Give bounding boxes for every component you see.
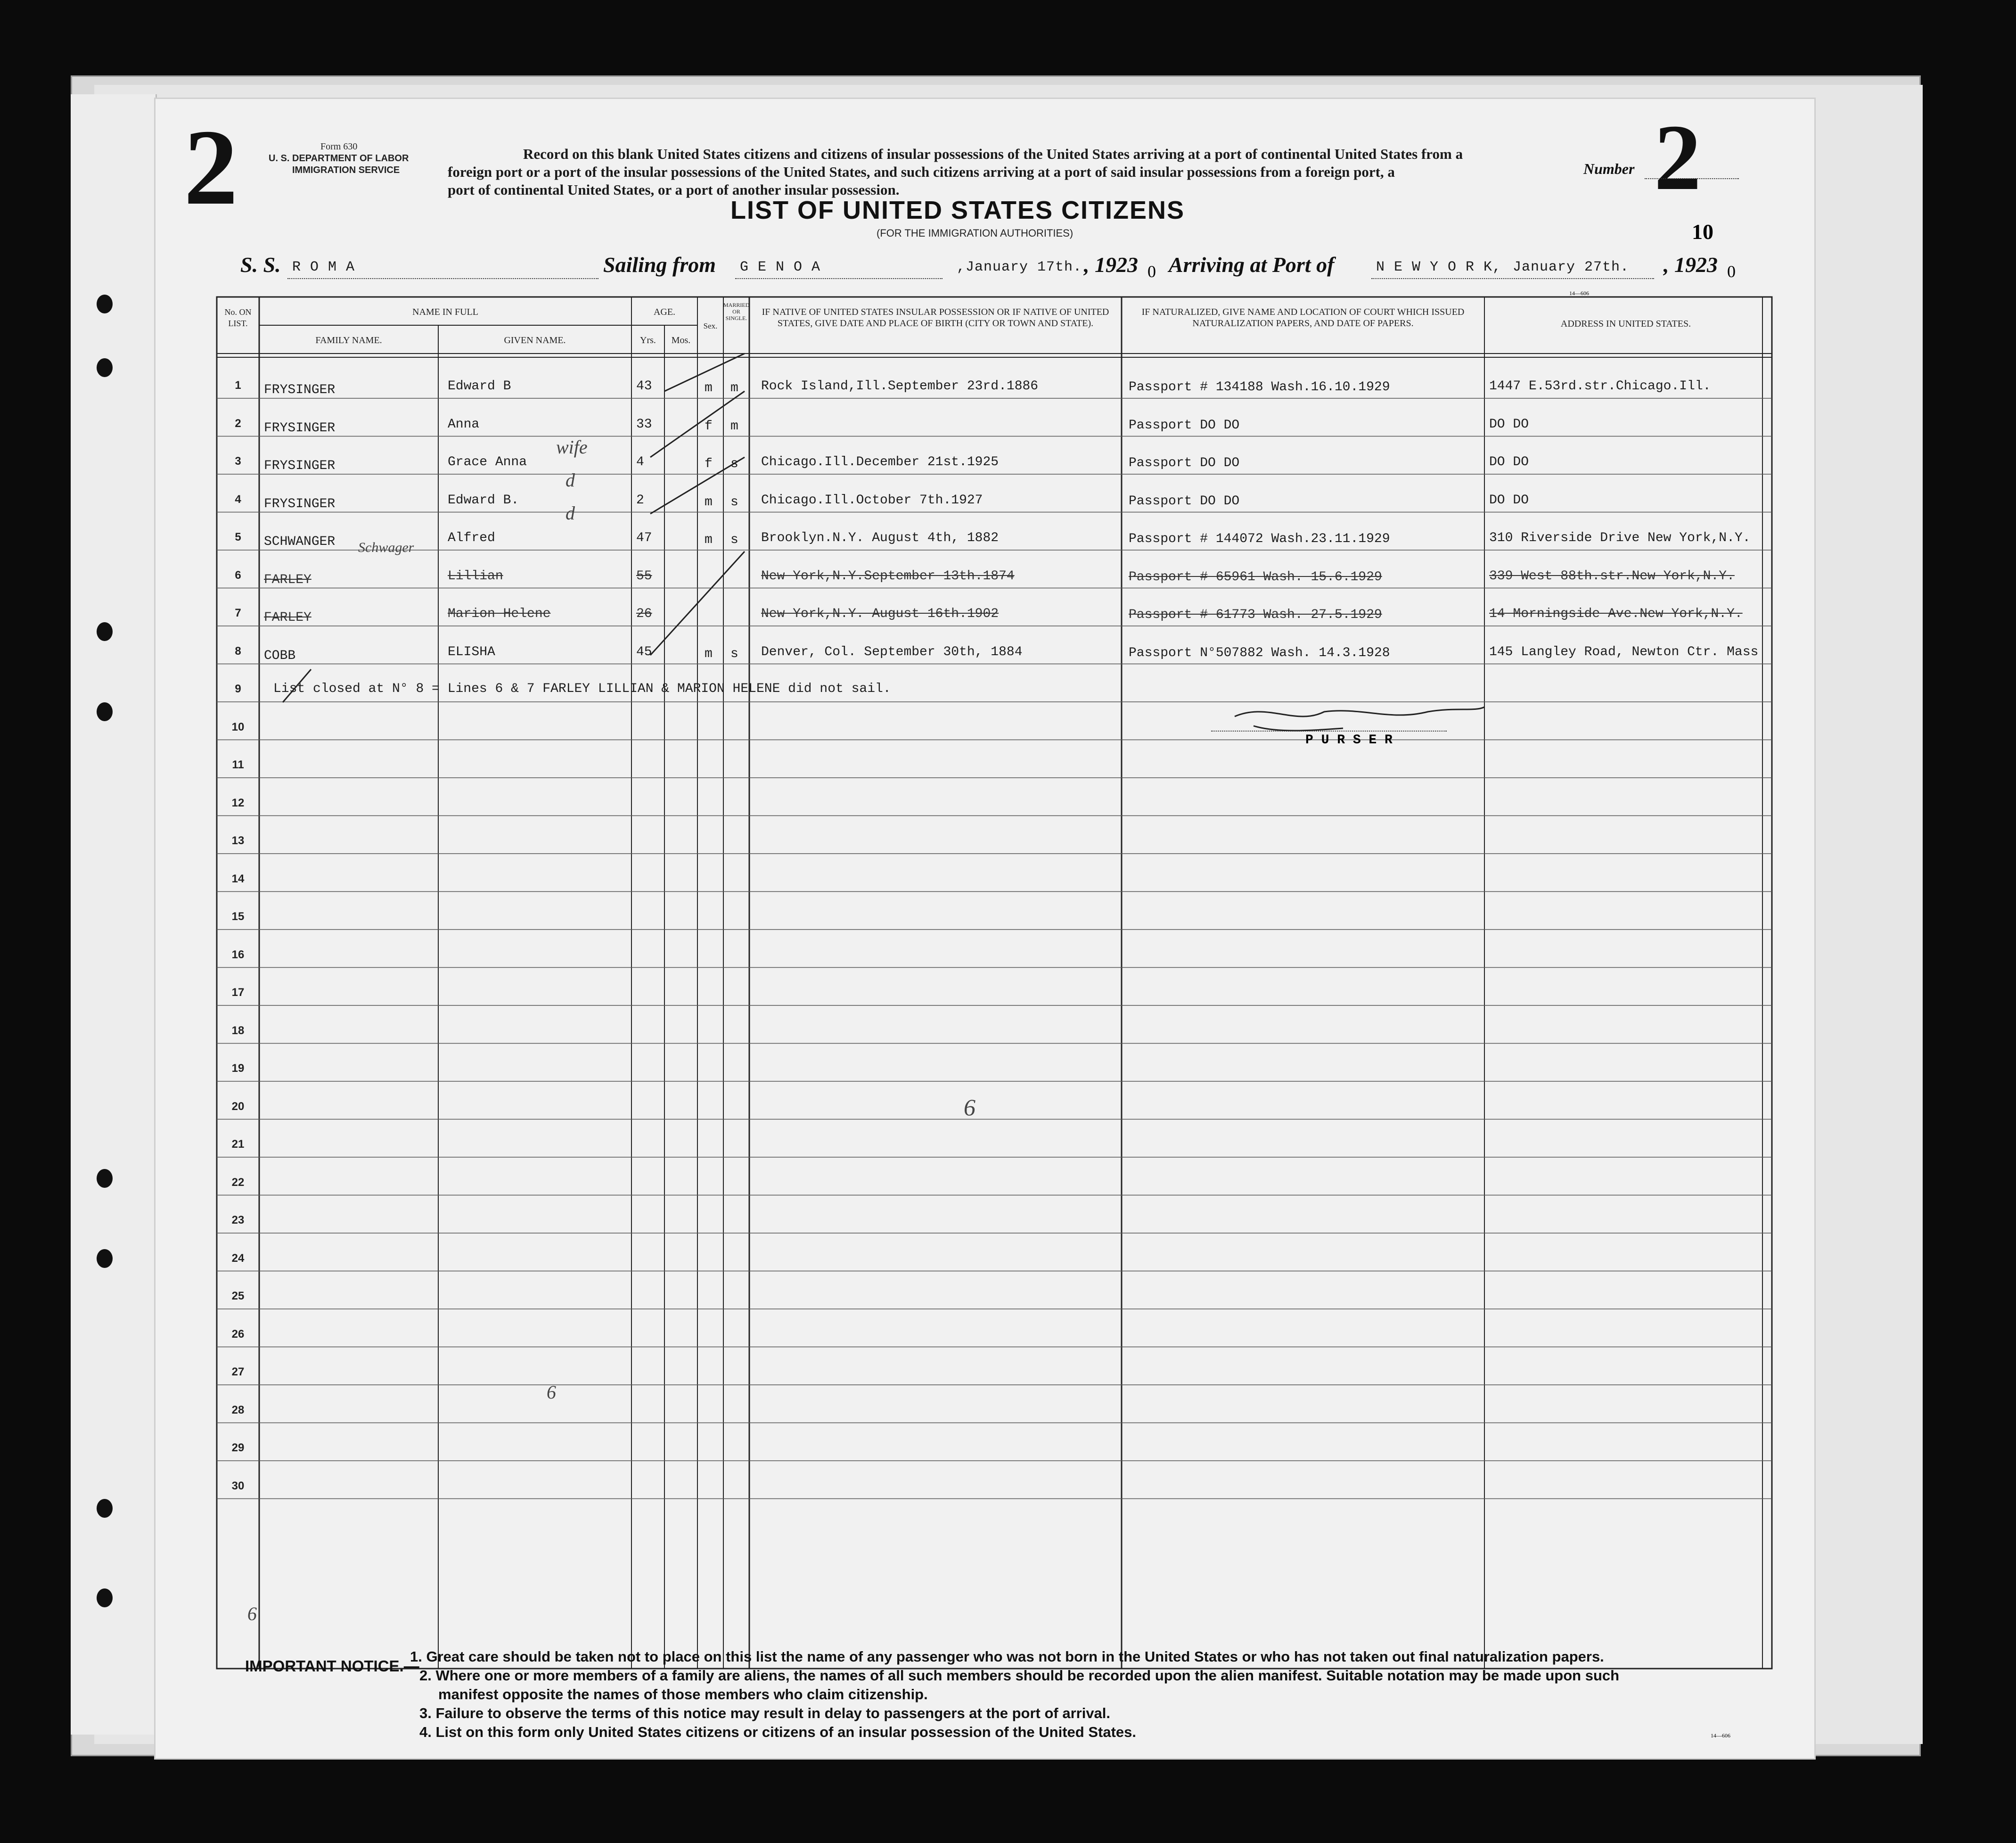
naturalization-cell: Passport # 134188 Wash.16.10.1929 <box>1129 380 1390 395</box>
ss-label: S. S. <box>240 253 281 277</box>
sex-cell: m <box>705 381 713 395</box>
row-number: 3 <box>235 455 241 468</box>
col-family-name: FAMILY NAME. <box>315 335 382 346</box>
birth-cell: New York,N.Y. August 16th.1902 <box>761 607 999 621</box>
record-line-2: foreign port or a port of the insular possessions of the United States, and such citizens arriving at a port of said insular possessions from a foreign port, a <box>448 164 1395 180</box>
age-years-cell: 33 <box>636 417 652 432</box>
row-number: 2 <box>235 417 241 430</box>
col-yrs: Yrs. <box>640 335 656 346</box>
col-sex: Sex. <box>703 321 718 330</box>
arriving-label: Arriving at Port of <box>1169 253 1335 277</box>
col-address: ADDRESS IN UNITED STATES. <box>1560 319 1691 329</box>
col-naturalized: IF NATURALIZED, GIVE NAME AND LOCATION OF COURT WHICH ISSUED NATURALIZATION PAPERS, AND DATE OF PAPERS. <box>1141 307 1465 329</box>
notice-list <box>410 1647 1805 1742</box>
sex-cell: f <box>705 419 713 434</box>
age-years-cell: 55 <box>636 568 652 584</box>
purser-line <box>1211 731 1447 732</box>
row-number: 14 <box>231 872 245 885</box>
notice-item-3: 3. Failure to observe the terms of this notice may result in delay to passengers at the port of arrival. <box>419 1705 1111 1721</box>
naturalization-cell: Passport # 65961 Wash. 15.6.1929 <box>1129 569 1382 584</box>
arrival-year-digit: 0 <box>1727 262 1736 281</box>
birth-cell: Chicago.Ill.December 21st.1925 <box>761 455 999 469</box>
birth-cell: Denver, Col. September 30th, 1884 <box>761 644 1023 659</box>
notice-item-1: 1. Great care should be taken not to place on this list the name of any passenger who was not born in the United States or who has not taken out final naturalization papers. <box>410 1648 1604 1665</box>
number-value: 2 <box>1654 106 1701 210</box>
naturalization-cell: Passport DO DO <box>1129 456 1240 470</box>
handwritten-six-center: 6 <box>964 1094 975 1120</box>
departure-port: G E N O A <box>740 259 821 275</box>
row-number: 23 <box>231 1214 245 1226</box>
row-number: 17 <box>231 986 245 999</box>
departure-year: , 1923 <box>1084 253 1138 277</box>
row-number: 22 <box>231 1176 245 1189</box>
notice-item-2: 2. Where one or more members of a family are aliens, the names of all such members should be recorded upon the alien manifest. Suitable notation may be made upon such <box>419 1667 1620 1684</box>
notice-item-4: 4. List on this form only United States citizens or citizens of an insular possession of the United States. <box>419 1724 1136 1740</box>
address-cell: DO DO <box>1489 455 1529 469</box>
arrival-date: January 27th. <box>1513 259 1630 275</box>
departure-year-digit: 0 <box>1147 262 1156 281</box>
row-number: 1 <box>235 379 241 392</box>
marital-status-cell: s <box>730 494 738 510</box>
address-cell: 145 Langley Road, Newton Ctr. Mass <box>1489 644 1759 659</box>
family-name-cell: FRYSINGER <box>264 459 336 473</box>
binding-margin <box>71 94 157 1735</box>
naturalization-cell: Passport N°507882 Wash. 14.3.1928 <box>1129 645 1390 660</box>
row-number: 18 <box>231 1024 245 1037</box>
row-number: 12 <box>231 796 245 809</box>
list-closed-note: List closed at N° 8 = Lines 6 & 7 FARLEY LILLIAN & MARION HELENE did not sail. <box>273 682 891 696</box>
age-years-cell: 45 <box>636 644 652 659</box>
row-number: 28 <box>231 1403 245 1416</box>
given-name-cell: Anna <box>448 417 480 432</box>
row-number: 24 <box>231 1251 245 1265</box>
birth-cell: Rock Island,Ill.September 23rd.1886 <box>761 379 1039 394</box>
binder-hole <box>97 702 113 721</box>
service-label: IMMIGRATION SERVICE <box>292 165 400 175</box>
row-number: 13 <box>231 834 245 847</box>
given-name-cell: Marion Helene <box>448 607 551 621</box>
address-cell: 310 Riverside Drive New York,N.Y. <box>1489 531 1751 545</box>
row-number: 10 <box>231 720 245 733</box>
printer-mark: 14—606 <box>1569 290 1589 296</box>
col-given-name: GIVEN NAME. <box>504 335 566 346</box>
address-cell: 339 West 88th.str.New York,N.Y. <box>1489 568 1735 584</box>
row-number: 15 <box>231 910 245 923</box>
sailing-label: Sailing from <box>603 253 716 277</box>
notice-heading: IMPORTANT NOTICE.— <box>245 1657 419 1675</box>
row-number: 25 <box>231 1290 245 1302</box>
family-name-cell: FARLEY <box>264 610 311 625</box>
sex-cell: m <box>705 533 713 547</box>
row-number: 20 <box>231 1100 245 1113</box>
age-years-cell: 4 <box>636 455 644 469</box>
family-name-cell: FRYSINGER <box>264 383 336 397</box>
sex-cell: f <box>705 457 713 471</box>
row-number: 11 <box>232 758 244 771</box>
corner-number: 2 <box>184 107 238 227</box>
given-name-cell: Alfred <box>448 531 495 545</box>
marital-status-cell: m <box>730 419 738 434</box>
handwritten-schwager: Schwager <box>358 540 414 555</box>
address-cell: DO DO <box>1489 493 1529 508</box>
marital-status-cell: s <box>730 533 738 547</box>
family-name-cell: SCHWANGER <box>264 535 336 549</box>
row-number: 26 <box>231 1327 245 1341</box>
handwritten-six-low: 6 <box>547 1382 556 1403</box>
col-birth: IF NATIVE OF UNITED STATES INSULAR POSSESSION OR IF NATIVE OF UNITED STATES, GIVE DATE AND PLACE OF BIRTH (CITY OR TOWN AND STATE). <box>762 307 1109 329</box>
row-number: 19 <box>231 1062 245 1075</box>
arrival-port: N E W Y O R K, <box>1376 259 1502 275</box>
address-cell: 14 Morningside Ave.New York,N.Y. <box>1489 607 1743 621</box>
given-name-cell: Lillian <box>448 568 503 584</box>
binder-hole <box>97 1249 113 1268</box>
naturalization-cell: Passport DO DO <box>1129 494 1240 509</box>
col-age: AGE. <box>653 307 676 317</box>
number-label: Number <box>1583 160 1635 177</box>
given-name-cell: Edward B <box>448 379 511 394</box>
manifest-grid <box>156 99 1814 1758</box>
age-years-cell: 43 <box>636 379 652 394</box>
row-number: 7 <box>235 607 241 619</box>
sheet-number: 10 <box>1692 220 1713 244</box>
department-label: U. S. DEPARTMENT OF LABOR <box>269 153 409 164</box>
family-name-cell: FRYSINGER <box>264 496 336 511</box>
address-cell: 1447 E.53rd.str.Chicago.Ill. <box>1489 379 1711 394</box>
row-number: 16 <box>231 948 245 961</box>
binder-hole <box>97 295 113 313</box>
arrival-year: , 1923 <box>1664 253 1718 277</box>
col-married: MARRIED OR SINGLE. <box>723 302 750 321</box>
age-years-cell: 2 <box>636 493 644 508</box>
marital-status-cell: s <box>730 457 738 471</box>
handwritten-d-2: d <box>565 502 575 524</box>
given-name-cell: Grace Anna <box>448 455 527 469</box>
record-line-1: Record on this blank United States citizens and citizens of insular possessions of the United States arriving at a port of continental United States from a <box>523 146 1463 162</box>
col-name-in-full: NAME IN FULL <box>412 307 478 317</box>
naturalization-cell: Passport # 144072 Wash.23.11.1929 <box>1129 532 1390 546</box>
sex-cell: m <box>705 494 713 510</box>
col-no: No. ON LIST. <box>224 307 252 328</box>
given-name-cell: Edward B. <box>448 493 519 508</box>
binder-hole <box>97 1169 113 1188</box>
naturalization-cell: Passport DO DO <box>1129 418 1240 433</box>
given-name-cell: ELISHA <box>448 644 495 659</box>
binder-hole <box>97 622 113 641</box>
form-number: Form 630 <box>320 141 358 152</box>
binder-hole <box>97 358 113 377</box>
row-number: 30 <box>231 1479 245 1492</box>
manifest-page <box>156 99 1814 1758</box>
row-number: 4 <box>235 493 241 506</box>
form-subtitle: (FOR THE IMMIGRATION AUTHORITIES) <box>877 227 1074 239</box>
handwritten-wife: wife <box>556 436 588 458</box>
naturalization-cell: Passport # 61773 Wash. 27.5.1929 <box>1129 608 1382 622</box>
family-name-cell: COBB <box>264 648 296 663</box>
marital-status-cell: s <box>730 646 738 661</box>
address-cell: DO DO <box>1489 417 1529 432</box>
age-years-cell: 26 <box>636 607 652 621</box>
row-number: 6 <box>235 568 241 582</box>
departure-date: ,January 17th. <box>957 259 1082 275</box>
row-number: 27 <box>231 1366 245 1378</box>
row-number: 29 <box>231 1441 245 1454</box>
family-name-cell: FRYSINGER <box>264 420 336 436</box>
row-number: 8 <box>235 644 241 658</box>
col-mos: Mos. <box>671 335 691 346</box>
row-number: 9 <box>235 683 241 695</box>
row-number: 21 <box>231 1138 245 1151</box>
birth-cell: Brooklyn.N.Y. August 4th, 1882 <box>761 531 999 545</box>
handwritten-six-margin: 6 <box>247 1603 257 1624</box>
handwritten-d-1: d <box>565 469 575 491</box>
family-name-cell: FARLEY <box>264 572 311 587</box>
notice-item-2-cont: manifest opposite the names of those members who claim citizenship. <box>438 1686 928 1703</box>
birth-cell: Chicago.Ill.October 7th.1927 <box>761 493 983 508</box>
ship-name: R O M A <box>292 259 355 275</box>
binder-hole <box>97 1499 113 1518</box>
footer-mark: 14—606 <box>1711 1732 1730 1739</box>
age-years-cell: 47 <box>636 531 652 545</box>
marital-status-cell: m <box>730 381 738 395</box>
row-number: 5 <box>235 531 241 543</box>
birth-cell: New York,N.Y.September 13th.1874 <box>761 568 1015 584</box>
sex-cell: m <box>705 646 713 661</box>
record-line-3: port of continental United States, or a port of another insular possession. <box>448 181 900 198</box>
purser-label: P U R S E R <box>1305 733 1393 748</box>
binder-hole <box>97 1588 113 1607</box>
form-title: LIST OF UNITED STATES CITIZENS <box>730 196 1185 224</box>
